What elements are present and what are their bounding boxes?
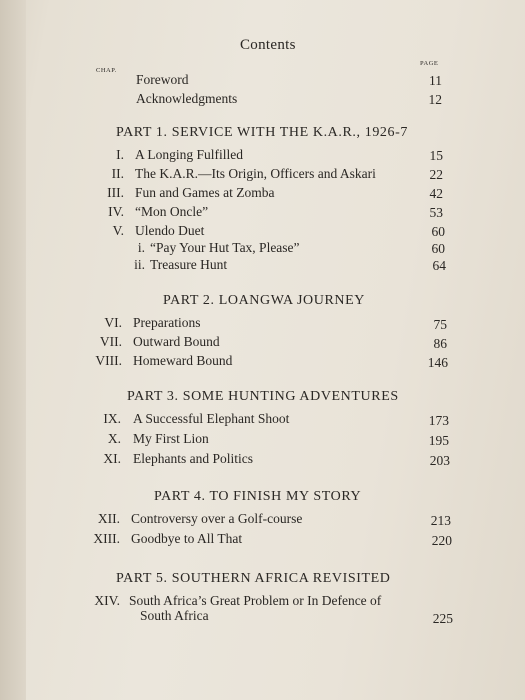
chapter-number: VII. <box>99 334 122 349</box>
chapter-page: 195 <box>428 433 449 448</box>
chapter-title: Fun and Games at Zomba <box>135 185 275 200</box>
chapter-title: South Africa’s Great Problem or In Defence of <box>129 593 382 608</box>
chapter-page: 15 <box>429 148 443 163</box>
chapter-number: XI. <box>103 451 121 466</box>
section-page: 64 <box>432 258 446 273</box>
chapter-title: Preparations <box>133 315 201 330</box>
chapter-title: The K.A.R.—Its Origin, Officers and Askari <box>135 166 376 181</box>
chapter-title-continuation: South Africa <box>140 608 209 623</box>
part-heading: PART 5. SOUTHERN AFRICA REVISITED <box>116 571 391 586</box>
chapter-number: VI. <box>104 315 122 330</box>
section-number: ii. <box>134 257 145 272</box>
chapter-title: Ulendo Duet <box>135 223 205 238</box>
chapter-title: A Successful Elephant Shoot <box>133 411 290 426</box>
section-page: 60 <box>431 241 445 256</box>
part-heading: PART 1. SERVICE WITH THE K.A.R., 1926-7 <box>116 125 408 140</box>
chapter-title: “Mon Oncle” <box>135 204 209 219</box>
chapter-number: II. <box>111 166 124 181</box>
part-heading: PART 2. LOANGWA JOURNEY <box>163 293 365 308</box>
chapter-number: I. <box>116 147 124 162</box>
section-number: i. <box>137 240 145 255</box>
front-matter-page: 12 <box>428 92 442 107</box>
chapter-number: X. <box>107 431 121 446</box>
chapter-page: 213 <box>430 513 451 528</box>
chapter-page: 53 <box>429 205 443 220</box>
chapter-page: 75 <box>433 317 447 332</box>
chapter-title: Goodbye to All That <box>131 531 243 546</box>
chapter-title: My First Lion <box>133 431 209 446</box>
chapter-page: 203 <box>429 453 450 468</box>
chapter-page: 173 <box>428 413 449 428</box>
chapter-page: 22 <box>429 167 443 182</box>
chap-column-label: CHAP. <box>96 67 117 74</box>
chapter-number: V. <box>112 223 124 238</box>
front-matter-title: Foreword <box>136 72 189 87</box>
chapter-number: III. <box>107 185 124 200</box>
chapter-number: VIII. <box>95 353 122 368</box>
part-heading: PART 3. SOME HUNTING ADVENTURES <box>127 389 399 404</box>
chapter-number: IX. <box>103 411 121 426</box>
chapter-title: Controversy over a Golf-course <box>131 511 303 526</box>
page-gutter-edge <box>0 0 26 700</box>
contents-title: Contents <box>240 37 296 53</box>
chapter-title: Outward Bound <box>133 334 220 349</box>
chapter-page: 86 <box>433 336 447 351</box>
front-matter-title: Acknowledgments <box>136 91 238 106</box>
chapter-number: XIV. <box>94 593 120 608</box>
part-heading: PART 4. TO FINISH MY STORY <box>154 489 362 504</box>
page-column-label: PAGE <box>420 60 439 67</box>
section-title: “Pay Your Hut Tax, Please” <box>150 240 300 255</box>
chapter-page: 220 <box>431 533 452 548</box>
section-title: Treasure Hunt <box>150 257 228 272</box>
front-matter-page: 11 <box>429 73 442 88</box>
chapter-title: Homeward Bound <box>133 353 233 368</box>
chapter-title: Elephants and Politics <box>133 451 253 466</box>
chapter-title: A Longing Fulfilled <box>135 147 243 162</box>
chapter-page: 225 <box>432 611 453 626</box>
chapter-page: 146 <box>427 355 448 370</box>
chapter-page: 60 <box>431 224 445 239</box>
chapter-number: XIII. <box>93 531 120 546</box>
chapter-number: XII. <box>97 511 120 526</box>
chapter-number: IV. <box>108 204 124 219</box>
chapter-page: 42 <box>429 186 443 201</box>
